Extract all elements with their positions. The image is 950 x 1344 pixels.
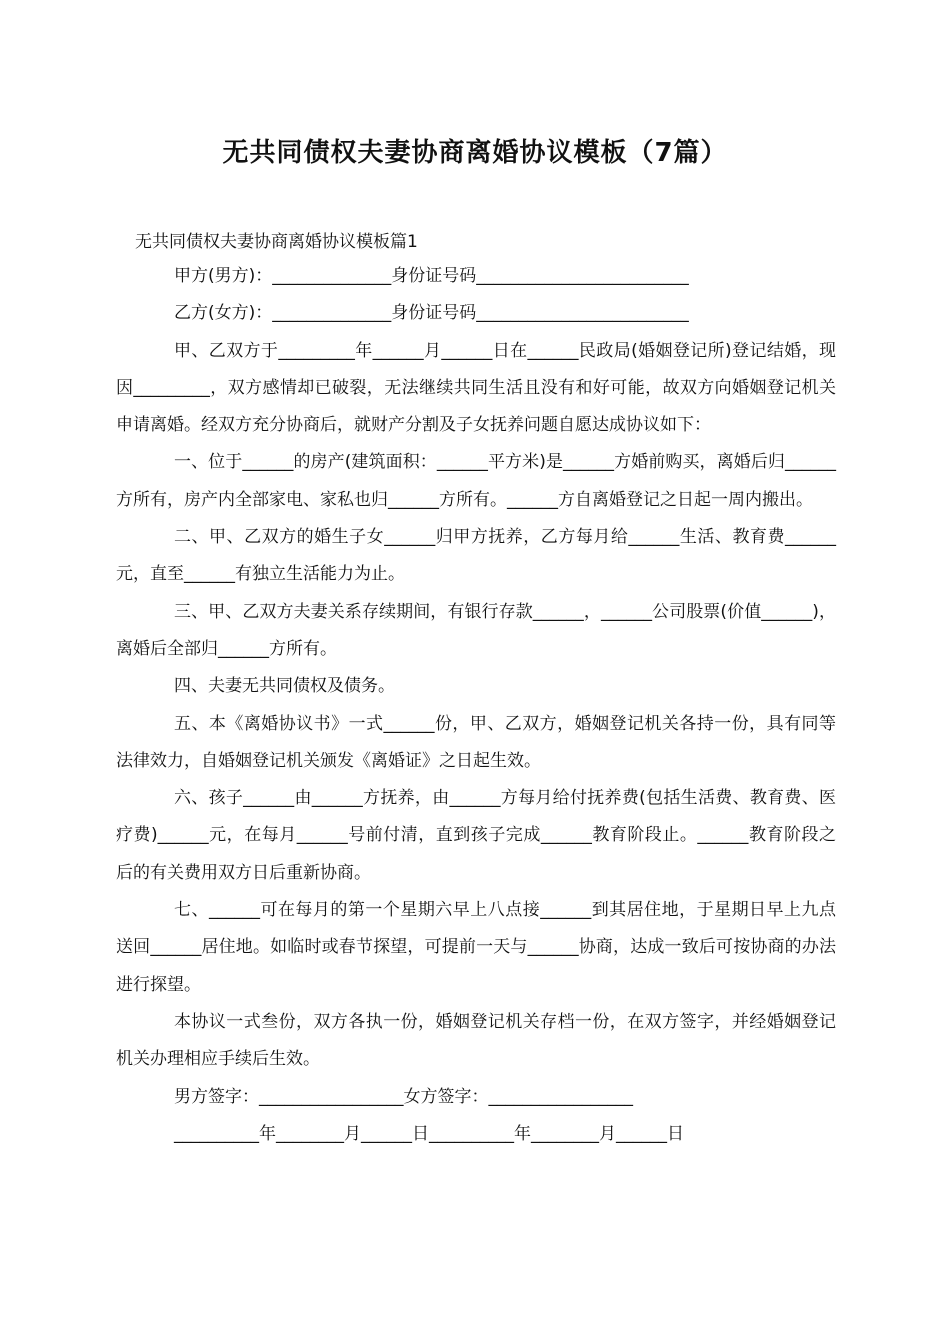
clause-2-child-custody: 二、甲、乙双方的婚生子女______归甲方抚养，乙方每月给______生活、教育费______元，直至______有独立生活能力为止。 bbox=[116, 527, 836, 585]
clause-3-deposits: 三、甲、乙双方夫妻关系存续期间，有银行存款______，______公司股票(价值______)，离婚后全部归______方所有。 bbox=[116, 601, 836, 659]
clause-7-visitation: 七、______可在每月的第一个星期六早上八点接______到其居住地，于星期日早上九点送回______居住地。如临时或春节探望，可提前一天与______协商，达成一致后可按协商的办法进行探望。 bbox=[116, 900, 836, 995]
clause-5-validity: 五、本《离婚协议书》一式______份，甲、乙双方，婚姻登记机关各持一份，具有同等法律效力，自婚姻登记机关颁发《离婚证》之日起生效。 bbox=[116, 713, 836, 771]
clause-1-property: 一、位于______的房产(建筑面积：______平方米)是______方婚前购买，离婚后归______方所有，房产内全部家电、家私也归______方所有。______方自离婚登记之日起一周内搬出。 bbox=[116, 452, 836, 510]
agreement-copies-paragraph: 本协议一式叁份，双方各执一份，婚姻登记机关存档一份，在双方签字，并经婚姻登记机关办理相应手续后生效。 bbox=[116, 1011, 836, 1070]
intro-paragraph: 甲、乙双方于_________年______月______日在______民政局(婚姻登记所)登记结婚，现因_________，双方感情却已破裂，无法继续共同生活且没有和好可能，故双方向婚姻登记机关申请离婚。经双方充分协商后，就财产分割及子女抚养问题自愿达成协议如下： bbox=[116, 340, 836, 436]
clause-6-support: 六、孩子______由______方抚养，由______方每月给付抚养费(包括生活费、教育费、医疗费)______元，在每月______号前付清，直到孩子完成______教育阶段止。______教育阶段之后的有关费用双方日后重新协商。 bbox=[116, 788, 836, 883]
party-a-line: 甲方(男方)：______________身份证号码_________________________ bbox=[174, 266, 689, 286]
signature-line: 男方签字：_________________女方签字：_________________ bbox=[174, 1086, 633, 1107]
party-b-line: 乙方(女方)：______________身份证号码_________________________ bbox=[174, 303, 689, 324]
date-line: __________年________月______日__________年________月______日 bbox=[174, 1123, 684, 1144]
document-body bbox=[116, 258, 836, 1153]
section-heading: 无共同债权夫妻协商离婚协议模板篇1 bbox=[135, 232, 418, 252]
clause-4-debts: 四、夫妻无共同债权及债务。 bbox=[174, 676, 395, 697]
document-title: 无共同债权夫妻协商离婚协议模板（7篇） bbox=[222, 138, 728, 168]
